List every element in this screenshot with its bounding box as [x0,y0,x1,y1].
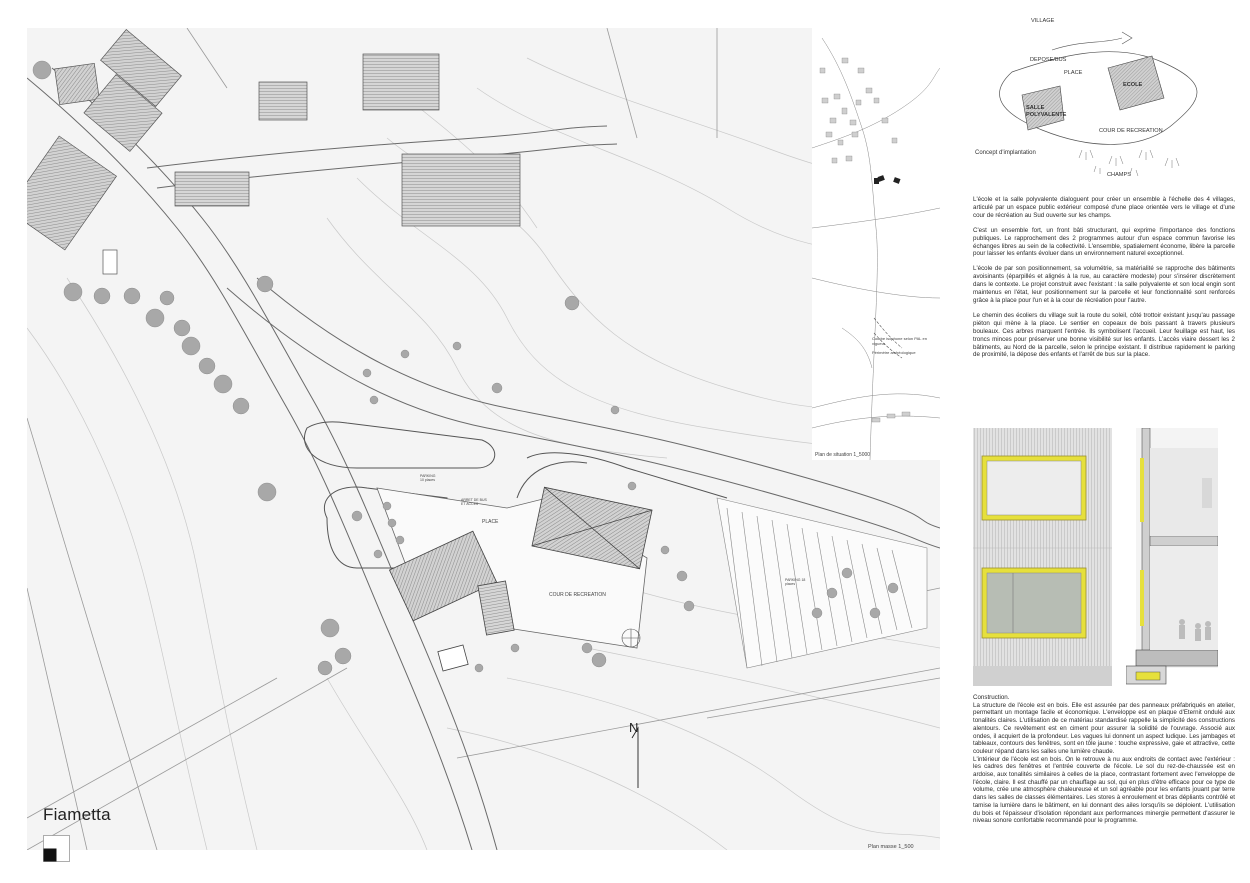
construction-heading: Construction. [973,694,1010,701]
situation-caption: Plan de situation 1_5000 [815,452,871,458]
play-circle [622,629,640,647]
parking-east [717,498,927,668]
wall-section [1126,428,1218,712]
existing-buildings [27,30,520,274]
situation-plan-drawing [812,28,940,460]
description-paragraph: C'est un ensemble fort, un front bâti structurant, qui exprime l'importance des fonctions publiques. Le rapprochement des 2 programmes autour d'un espace commun favorise les échanges libres au sein de la collectivité. L'ensemble, spatialement économe, libère la parcelle pour laisser les enfants évoluer dans un environnement naturel exceptionnel. [973,226,1235,258]
concept-label-village: VILLAGE [1031,18,1055,24]
concept-diagram [972,10,1234,195]
concept-label-champs: CHAMPS [1107,172,1131,178]
north-arrow-icon [632,728,638,788]
legend-archaeology: Périmètre archéologique [872,350,916,355]
concept-caption: Concept d'implantation [975,150,1036,156]
masterplan-caption: Plan masse 1_500 [868,844,914,850]
master-plan-drawing [27,28,940,850]
description-paragraph: Le chemin des écoliers du village suit la route du soleil, côté trottoir existant jusqu'au passage piéton qui mène à la place. Le sentier en copeaux de bois passant à travers plusieurs bouleaux. Ces arbres marquent l'entrée. Ils symbolisent l'accueil. Leur feuillage est haut, les troncs minces pour préserver une bonne visibilité sur les enfants. L'accès viaire dessert les 2 bâtiments, au Nord de la parcelle, selon le principe existant. Il distribue rapidement le parking de proximité, la dépose des enfants et l'arrêt de bus sur la place. [973,311,1235,359]
concept-label-place: PLACE [1064,70,1083,76]
label-place: PLACE [482,519,499,525]
legend-noise-curve: Courbe isophone selon PAL en vigueur [872,336,927,346]
description-text [973,196,1235,366]
construction-paragraph: La structure de l'école est en bois. Elle est assurée par des panneaux préfabriqués en atelier, permettant un montage facile et économique. L'enveloppe est en plaque d'Eternit ondulé aux tonalités claires. L'utilisation de ce matériau standardisé rappelle la simplicité des constructions alentours. Ce revêtement est en ciment pour assurer la solidité de l'ouvrage. Associé aux ondes, il acquiert de la profondeur. Les vagues lui donnent un aspect ludique. Les jambages et tableaux, contours des fenêtres, sont en tôle jaune : touche expressive, gaie et attractive, cette couleur répand dans les salles une lumière chaude. [973,701,1235,755]
section-drawing [1126,428,1218,712]
label-parking-east: PARKING 18 places [785,578,806,586]
concept-label-ecole: ECOLE [1123,82,1143,88]
concept-label-depose: DEPOSE/BUS [1030,57,1067,63]
concept-drawing [972,10,1234,195]
field-boundaries [27,28,940,850]
project-logo-icon [43,835,70,862]
description-paragraph: L'école et la salle polyvalente dialoguent pour créer un ensemble à l'échelle des 4 villages, articulé par un espace public extérieur composé d'une place orientée vers le village et d'une cour de récréation au Sud ouverte sur les champs. [973,196,1235,219]
project-title: Fiametta [43,805,111,824]
site-master-plan [27,28,940,850]
situation-plan [812,28,940,460]
facade-drawing [973,428,1112,686]
label-parking-west: PARKING 10 places [420,474,436,482]
construction-paragraph: L'intérieur de l'école est en bois. On le retrouve à nu aux endroits de contact avec l'extérieur : les cadres des fenêtres et l'entrée couverte de l'école. Le sol du rez-de-chaussée est en ardoise, aux tonalités similaires à celles de la place, contrastant fortement avec l'enveloppe de l'école, claire. Il est chauffé par un chauffage au sol, qui en plus d'être efficace pour ce type de volume, crée une atmosphère chaleureuse et un sol agréable pour les enfants jouant par terre dans les salles de classes élémentaires. Les stores à enroulement et bras dépliants contrôlé et tamise la lumière dans le bâtiment, en lui donnant des ailes lorsqu'ils se déploient. L'utilisation du bois et l'épaisseur d'isolation répondant aux performances minergie permettent d'assurer le niveau sonore confortable recommandé pour le programme. [973,755,1235,825]
concept-label-cour: COUR DE RECREATION [1099,128,1163,134]
north-label: N [629,720,639,735]
concept-label-salle: SALLE POLYVALENTE [1026,105,1067,118]
facade-elevation [973,428,1112,686]
label-cour: COUR DE RECREATION [549,592,606,598]
construction-text [973,694,1235,825]
description-paragraph: L'école de par son positionnement, sa volumétrie, sa matérialité se rapproche des bâtiments avoisinants (éparpillés et alignés à la rue, au caractère modeste) pour s'insérer discrètement dans le contexte. Le projet construit avec l'existant : la salle polyvalente et son local engin sont maintenus en l'état, leur positionnement sur la parcelle et leur fonctionnalité sont renforcés grâce à la place pour l'un et à la cour de récréation pour l'autre. [973,265,1235,304]
label-bus-stop: ARRET DE BUS ET ACCES [461,498,487,506]
